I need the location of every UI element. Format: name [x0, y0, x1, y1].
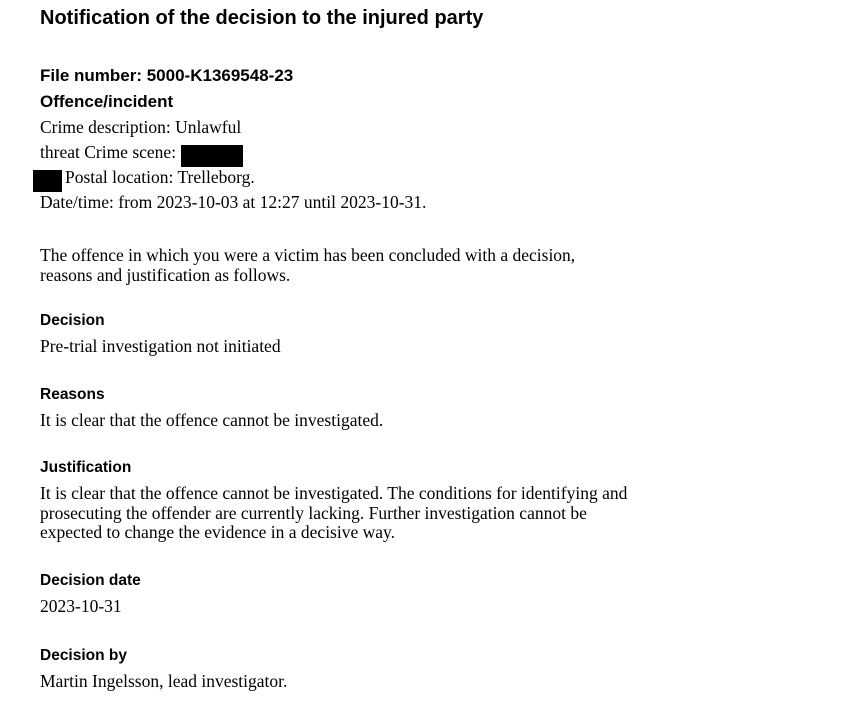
crime-description-line: Crime description: Unlawful: [40, 117, 242, 137]
reasons-section: [40, 387, 805, 431]
redaction-block: [181, 145, 243, 167]
justification-label: Justification: [40, 459, 132, 476]
decision-by-section: [40, 648, 805, 692]
intro-line-1: The offence in which you were a victim has been concluded with a decision,: [40, 245, 576, 265]
reasons-label: Reasons: [40, 385, 105, 403]
decision-label: Decision: [40, 312, 105, 329]
decision-date-label: Decision date: [40, 571, 141, 589]
postal-location-line: [40, 165, 805, 190]
decision-value: Pre-trial investigation not initiated: [40, 336, 281, 356]
decision-date-section: [40, 573, 805, 617]
redaction-block: [33, 170, 62, 192]
crime-scene-line: [40, 140, 805, 165]
offence-details: [40, 115, 805, 215]
decision-date-value: 2023-10-31: [40, 595, 122, 616]
file-header: [40, 63, 805, 115]
justification-section: [40, 460, 805, 543]
justification-line-2: prosecuting the offender are currently lacking. Further investigation cannot be: [40, 502, 587, 523]
reasons-value: It is clear that the offence cannot be investigated.: [40, 409, 384, 430]
date-time-line: Date/time: from 2023-10-03 at 12:27 until 2023-10-31.: [40, 192, 427, 212]
offence-incident-heading: Offence/incident: [40, 92, 174, 111]
decision-by-value: Martin Ingelsson, lead investigator.: [40, 671, 288, 691]
justification-line-3: expected to change the evidence in a decisive way.: [40, 522, 396, 542]
justification-line-1: It is clear that the offence cannot be investigated. The conditions for identifying and: [40, 483, 628, 503]
crime-scene-label: threat Crime scene:: [40, 142, 177, 162]
decision-section: [40, 313, 805, 357]
intro-line-2: reasons and justification as follows.: [40, 264, 291, 285]
page-title: Notification of the decision to the injured party: [40, 7, 484, 29]
postal-location-text: Postal location: Trelleborg.: [65, 167, 255, 187]
file-number: File number: 5000-K1369548-23: [40, 66, 294, 85]
decision-by-label: Decision by: [40, 647, 127, 664]
intro-paragraph: [40, 246, 805, 285]
